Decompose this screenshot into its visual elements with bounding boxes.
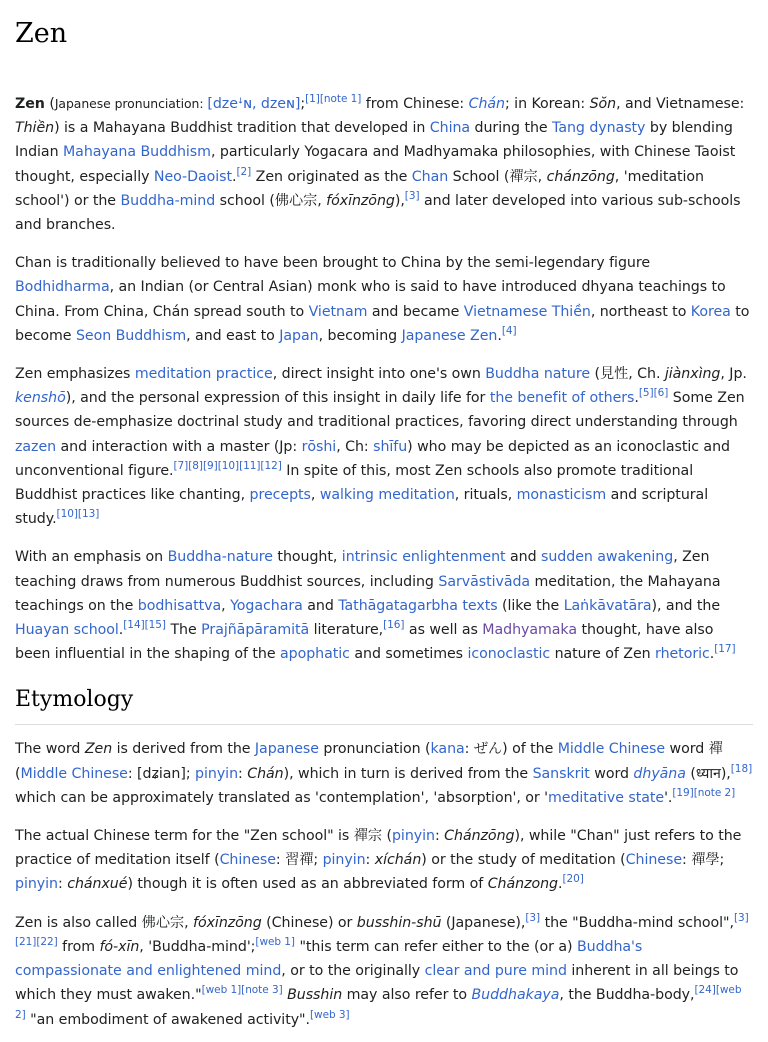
kensho-link[interactable]: kenshō: [15, 390, 66, 407]
section-heading-etymology: Etymology: [15, 686, 753, 725]
tang-dynasty-link[interactable]: Tang dynasty: [552, 120, 646, 137]
sanskrit-link[interactable]: Sanskrit: [532, 765, 590, 782]
note-link[interactable]: [note 2]: [693, 786, 736, 799]
ref-link[interactable]: [3]: [733, 911, 749, 924]
web-ref-link[interactable]: [web 3]: [310, 1008, 350, 1021]
sudden-awakening-link[interactable]: sudden awakening: [541, 549, 674, 566]
intro-paragraph-4: With an emphasis on Buddha-nature thought, intrinsic enlightenment and sudden awakening, Zen teaching draws from numerous Buddhist sources, including Sarvāstivāda meditation, the Mahayana teachings on the bodhisattva, Yogachara and Tathāgatagarbha texts (like the Laṅkāvatāra), and the Huayan school.[14][15] The Prajñāpāramitā literature,[16] as well as Madhyamaka thought, have also been influential in the shaping of the apophatic and sometimes iconoclastic nature of Zen rhetoric.[17]: [15, 549, 736, 663]
ref-link[interactable]: [16]: [383, 619, 405, 632]
meditative-state-link[interactable]: meditative state: [548, 789, 665, 806]
intrinsic-enlightenment-link[interactable]: intrinsic enlightenment: [341, 549, 506, 566]
intro-paragraph-3: Zen emphasizes meditation practice, direct insight into one's own Buddha nature (見性, Ch. jiànxìng, Jp. kenshō), and the personal expression of this insight in daily life for the benefit of others.[5][6] Some Zen sources de-emphasize doctrinal study and traditional practices, favoring direct understanding through zazen and interaction with a master (Jp: rōshi, Ch: shīfu) who may be depicted as an iconoclastic and unconventional figure.[7][8][9][10][11][12] In spite of this, most Zen schools also promote traditional Buddhist practices like chanting, precepts, walking meditation, rituals, monasticism and scriptural study.[10][13]: [15, 366, 747, 528]
ref-link[interactable]: [18]: [730, 762, 753, 775]
precepts-link[interactable]: precepts: [249, 487, 311, 504]
pinyin-link[interactable]: pinyin: [195, 765, 239, 782]
ref-link[interactable]: [5]: [638, 387, 654, 400]
yogachara-link[interactable]: Yogachara: [230, 597, 303, 614]
ref-link[interactable]: [14]: [123, 619, 145, 632]
etymology-paragraph-1: The word Zen is derived from the Japanese pronunciation (kana: ぜん) of the Middle Chinese word 禪 (Middle Chinese: [dʑian]; pinyin: Chán), which in turn is derived from the Sanskrit word dhyāna (ध्यान),[18] which can be approximately translated as 'contemplation', 'absorption', or 'meditative state'.[19][note 2]: [15, 741, 753, 806]
neo-daoist-link[interactable]: Neo-Daoist: [153, 168, 232, 185]
iconoclastic-link[interactable]: iconoclastic: [467, 646, 551, 663]
meditation-practice-link[interactable]: meditation practice: [134, 366, 273, 383]
intro-paragraph-2: Chan is traditionally believed to have been brought to China by the semi-legendary figure Bodhidharma, an Indian (or Central Asian) monk who is said to have introduced dhyana teachings to China. From China, Chán spread south to Vietnam and became Vietnamese Thiền, northeast to Korea to become Seon Buddhism, and east to Japan, becoming Japanese Zen.[4]: [15, 255, 750, 344]
ref-link[interactable]: [9]: [202, 459, 218, 472]
intro-paragraph-1: Zen (Japanese pronunciation: [dzeꜜɴ, dzeɴ];[1][note 1] from Chinese: Chán; in Korean: Sŏn, and Vietnamese: Thiền) is a Mahayana Buddhist tradition that developed in China during the Tang dynasty by blending Indian Mahayana Buddhism, particularly Yogacara and Madhyamaka philosophies, with Chinese Taoist thought, especially Neo-Daoist.[2] Zen originated as the Chan School (禪宗, chánzōng, 'meditation school') or the Buddha-mind school (佛心宗, fóxīnzōng),[3] and later developed into various sub-schools and branches.: [15, 93, 745, 234]
japan-link[interactable]: Japan: [279, 327, 319, 344]
madhyamaka-link[interactable]: Madhyamaka: [482, 622, 577, 639]
clear-pure-mind-link[interactable]: clear and pure mind: [424, 963, 567, 980]
vietnam-link[interactable]: Vietnam: [308, 303, 368, 320]
japanese-link[interactable]: Japanese: [254, 741, 319, 758]
chinese-link[interactable]: Chinese: [625, 852, 683, 869]
ref-link[interactable]: [10]: [217, 459, 240, 472]
huayan-school-link[interactable]: Huayan school: [15, 622, 119, 639]
apophatic-link[interactable]: apophatic: [280, 646, 350, 663]
mahayana-buddhism-link[interactable]: Mahayana Buddhism: [62, 144, 211, 161]
china-link[interactable]: China: [429, 120, 471, 137]
ref: [305, 93, 361, 105]
ref-link[interactable]: [17]: [714, 643, 736, 656]
pinyin-link[interactable]: pinyin: [322, 852, 366, 869]
ref-link[interactable]: [1]: [305, 93, 320, 105]
bodhisattva-link[interactable]: bodhisattva: [137, 597, 222, 614]
walking-meditation-link[interactable]: walking meditation: [319, 487, 455, 504]
note-link[interactable]: [note 1]: [319, 93, 362, 105]
kana-link[interactable]: kana: [430, 741, 465, 758]
bold-term: Zen: [15, 96, 45, 112]
benefit-of-others-link[interactable]: the benefit of others: [489, 390, 635, 407]
ref-link[interactable]: [3]: [525, 911, 541, 924]
roshi-link[interactable]: rōshi: [301, 438, 337, 455]
buddha-mind-link[interactable]: Buddha-mind: [120, 192, 216, 209]
etymology-paragraph-3: Zen is also called 佛心宗, fóxīnzōng (Chinese) or busshin-shū (Japanese),[3] the "Buddha-mind school",[3][21][22] from fó-xīn, 'Buddha-mind';[web 1] "this term can refer either to the (or a) Buddha's compassionate and enlightened mind, or to the originally clear and pure mind inherent in all beings to which they must awaken."[web 1][note 3] Busshin may also refer to Buddhakaya, the Buddha-body,[24][web 2] "an embodiment of awakened activity".[web 3]: [15, 911, 749, 1028]
buddhas-mind-link[interactable]: Buddha's compassionate and enlightened mind: [15, 938, 643, 980]
korea-link[interactable]: Korea: [690, 303, 731, 320]
article: [0, 18, 768, 1032]
ref-link[interactable]: [20]: [562, 873, 584, 886]
tathagatagarbha-link[interactable]: Tathāgatagarbha texts: [338, 597, 498, 614]
chinese-link[interactable]: Chinese: [219, 852, 276, 869]
ref-link[interactable]: [2]: [236, 165, 252, 178]
buddha-nature-link[interactable]: Buddha nature: [485, 366, 591, 383]
zazen-link[interactable]: zazen: [15, 438, 57, 455]
web-ref-link[interactable]: [web 1]: [255, 935, 295, 948]
ref-link[interactable]: [22]: [36, 935, 58, 948]
shifu-link[interactable]: shīfu: [373, 438, 408, 455]
bodhidharma-link[interactable]: Bodhidharma: [15, 279, 110, 296]
buddha-nature-link[interactable]: Buddha-nature: [167, 549, 273, 566]
ref-link[interactable]: [15]: [144, 619, 166, 632]
ref-link[interactable]: [7]: [173, 459, 189, 472]
ref-link[interactable]: [11]: [239, 459, 261, 472]
seon-buddhism-link[interactable]: Seon Buddhism: [75, 327, 187, 344]
chan-link[interactable]: Chán: [468, 96, 505, 112]
vietnamese-thien-link[interactable]: Vietnamese Thiền: [463, 303, 591, 320]
ref-link[interactable]: [3]: [404, 189, 420, 202]
ref-link[interactable]: [8]: [188, 459, 203, 472]
sarvastivada-link[interactable]: Sarvāstivāda: [438, 573, 531, 590]
web-ref-link[interactable]: [web 2]: [15, 984, 742, 1021]
ref-link[interactable]: [13]: [77, 508, 100, 521]
ipa-link[interactable]: [dzeꜜɴ, dzeɴ]: [207, 96, 301, 112]
japanese-zen-link[interactable]: Japanese Zen: [401, 327, 498, 344]
monasticism-link[interactable]: monasticism: [516, 487, 607, 504]
dhyana-link[interactable]: dhyāna: [633, 765, 686, 782]
rhetoric-link[interactable]: rhetoric: [655, 646, 710, 663]
buddhakaya-link[interactable]: Buddhakaya: [471, 987, 560, 1004]
web-ref-link[interactable]: [web 1]: [201, 984, 242, 997]
ref-link[interactable]: [21]: [15, 935, 37, 948]
prajnaparamita-link[interactable]: Prajñāpāramitā: [201, 622, 310, 639]
ref-link[interactable]: [24]: [694, 984, 716, 997]
lankavatara-link[interactable]: Laṅkāvatāra: [563, 597, 652, 614]
etymology-paragraph-2: The actual Chinese term for the "Zen school" is 禪宗 (pinyin: Chánzōng), while "Chan" just refers to the practice of meditation itself (Chinese: 習禪; pinyin: xíchán) or the study of meditation (Chinese: 禪學; pinyin: chánxué) though it is often used as an abbreviated form of Chánzong.[20]: [15, 828, 742, 893]
ref-link[interactable]: [19]: [672, 786, 694, 799]
pinyin-link[interactable]: pinyin: [15, 876, 58, 893]
chan-school-link[interactable]: Chan: [411, 168, 449, 185]
ref-link[interactable]: [10]: [56, 508, 78, 521]
ref-link[interactable]: [6]: [653, 387, 669, 400]
middle-chinese-link[interactable]: Middle Chinese: [20, 765, 128, 782]
middle-chinese-link[interactable]: Middle Chinese: [557, 741, 666, 758]
note-link[interactable]: [note 3]: [241, 984, 283, 997]
ref-link[interactable]: [4]: [501, 324, 517, 337]
ref-link[interactable]: [12]: [260, 459, 282, 472]
page-title: Zen: [15, 18, 68, 49]
pinyin-link[interactable]: pinyin: [391, 828, 435, 845]
